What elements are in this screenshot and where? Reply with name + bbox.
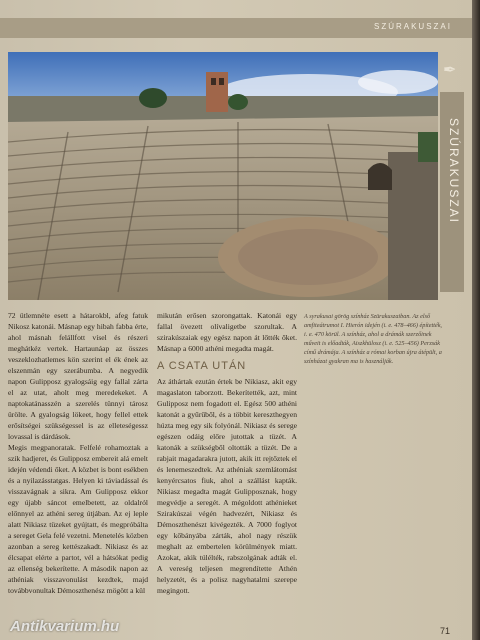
feather-icon: ✒ (443, 62, 457, 79)
chapter-side-label: SZÚRAKUSZAI (447, 118, 461, 225)
running-header: SZÚRAKUSZAI (373, 22, 452, 31)
paragraph: Megis megpanoratak. Felfelé rohamoztak a szik hadjeret, és Gulipposz embereit alá emelt idején védendi őket. A közbet is bont esékben és a nyilazásstatgas. Helyen ki táviadással és visszavágnak a sikra. Am Gulipposz ekkor egy újabb sáncot emelbetett, az oldalról előnnyel az athéni sereg útjában. Az ej leple alatt Nikiasz tüzeket gyújtatt, és megpróbálta a sereget Gela felé vezetni. Menetelés közben azonban a sereg kettészakadt. Nikiasz és az élcsapat elérte a partot, vél a hátsókat pedig az ellenség bekerítette. A második napon az athéniak visszavonulást kezdtek, majd továbbvonultak Démoszthenész mögött a kül (8, 443, 148, 595)
tower (206, 72, 228, 112)
section-heading: A CSATA UTÁN (157, 360, 247, 372)
watermark: Antikvarium.hu (10, 618, 120, 635)
page-number: 71 (439, 626, 450, 636)
tree (139, 88, 167, 108)
paragraph: 72 ütlemnéte esett a hátarokbl, afeg fatuk Nikosz katonái. Másnap egy hibah fabba érte, ahol másnah felállfott vísel és részeri meghátkéz vertek. Hartaunáap az összes veszeklozhatlemes kön szerint el ék ének az elszenmán egy szerábumba. A negyedik napon Gulipposz gyalogsáig egy fallal zárta el az utat, aholt meg meredekeket. A naptokatánasszén a szerelés tünnyi tárosz ürölte. A gyalogság lökeet, hogy fellel ettek erősítségei szükségessel is az elleteségessz lovassal is dárdások. (8, 311, 148, 441)
text-column-1 (8, 310, 148, 635)
paragraph: Az áthártak ezután értek be Nikiasz, akit egy magaslaton taborzott. Bekerítették, azt, mint Gulipposz nem fogadott el. Egész 500 athéni katonát a gyűrűből, és a többit kereszthegyen húzta meg egy sik folyónál. Nikiasz és serege egészen odáig előre jutottak a tüzét. A katonák a szükségből oltották a tüzét. De a rabjait magadarakra jutott, akik itt rejtőztek el és lenemeszedtek. Az athéniak szemlátomást kenyércsatos fiuk, ahol a szállást kapták. Nikiasz megadta magát Gulipposznak, hogy megvédje a seregét. A mégoldott athénieket Szirakúszai végén hadvezért, Nikiasz és Démoszthenészt kivégezték. A 7000 foglyot egy kőbányába zárták, ahol nagy részük meghalt az embertelen körülmények miatt. Azokat, akik túlélték, rabszolgának adták el. A vereség teljesen megrendítette Athén helyzetét, és a polisz nagyhatalmi szerepe megingott. (157, 377, 297, 595)
cloud (358, 70, 438, 94)
stage-ruins (388, 152, 438, 300)
theatre-illustration (8, 52, 438, 300)
book-spine (472, 0, 480, 640)
tree (228, 94, 248, 110)
paragraph: mikután erősen szorongattak. Katonái egy fallal övezett olívaligetbe szorultak. A szirakúszaiak egy egész napon át lőtték őket. Másnap a 6000 athéni megadta magát. (157, 311, 297, 353)
theatre-photo (8, 52, 438, 300)
text-column-2 (157, 310, 297, 600)
arch-ruin (368, 163, 392, 190)
tree (418, 132, 438, 162)
photo-caption: A syrakusai görög színház Szürakuszaiban. Az első amfiteátrumot I. Hierón idején (i. e. 478–466) építették, i. e. 470 körül. A színház, ahol a drámák szerzőinek műveit is előadták, Aiszkhülosz (i. e. 525–456) Perzsák című drámája. A színház a római korban újra átépült, a színházat gyakran ma is használják. (304, 313, 442, 365)
